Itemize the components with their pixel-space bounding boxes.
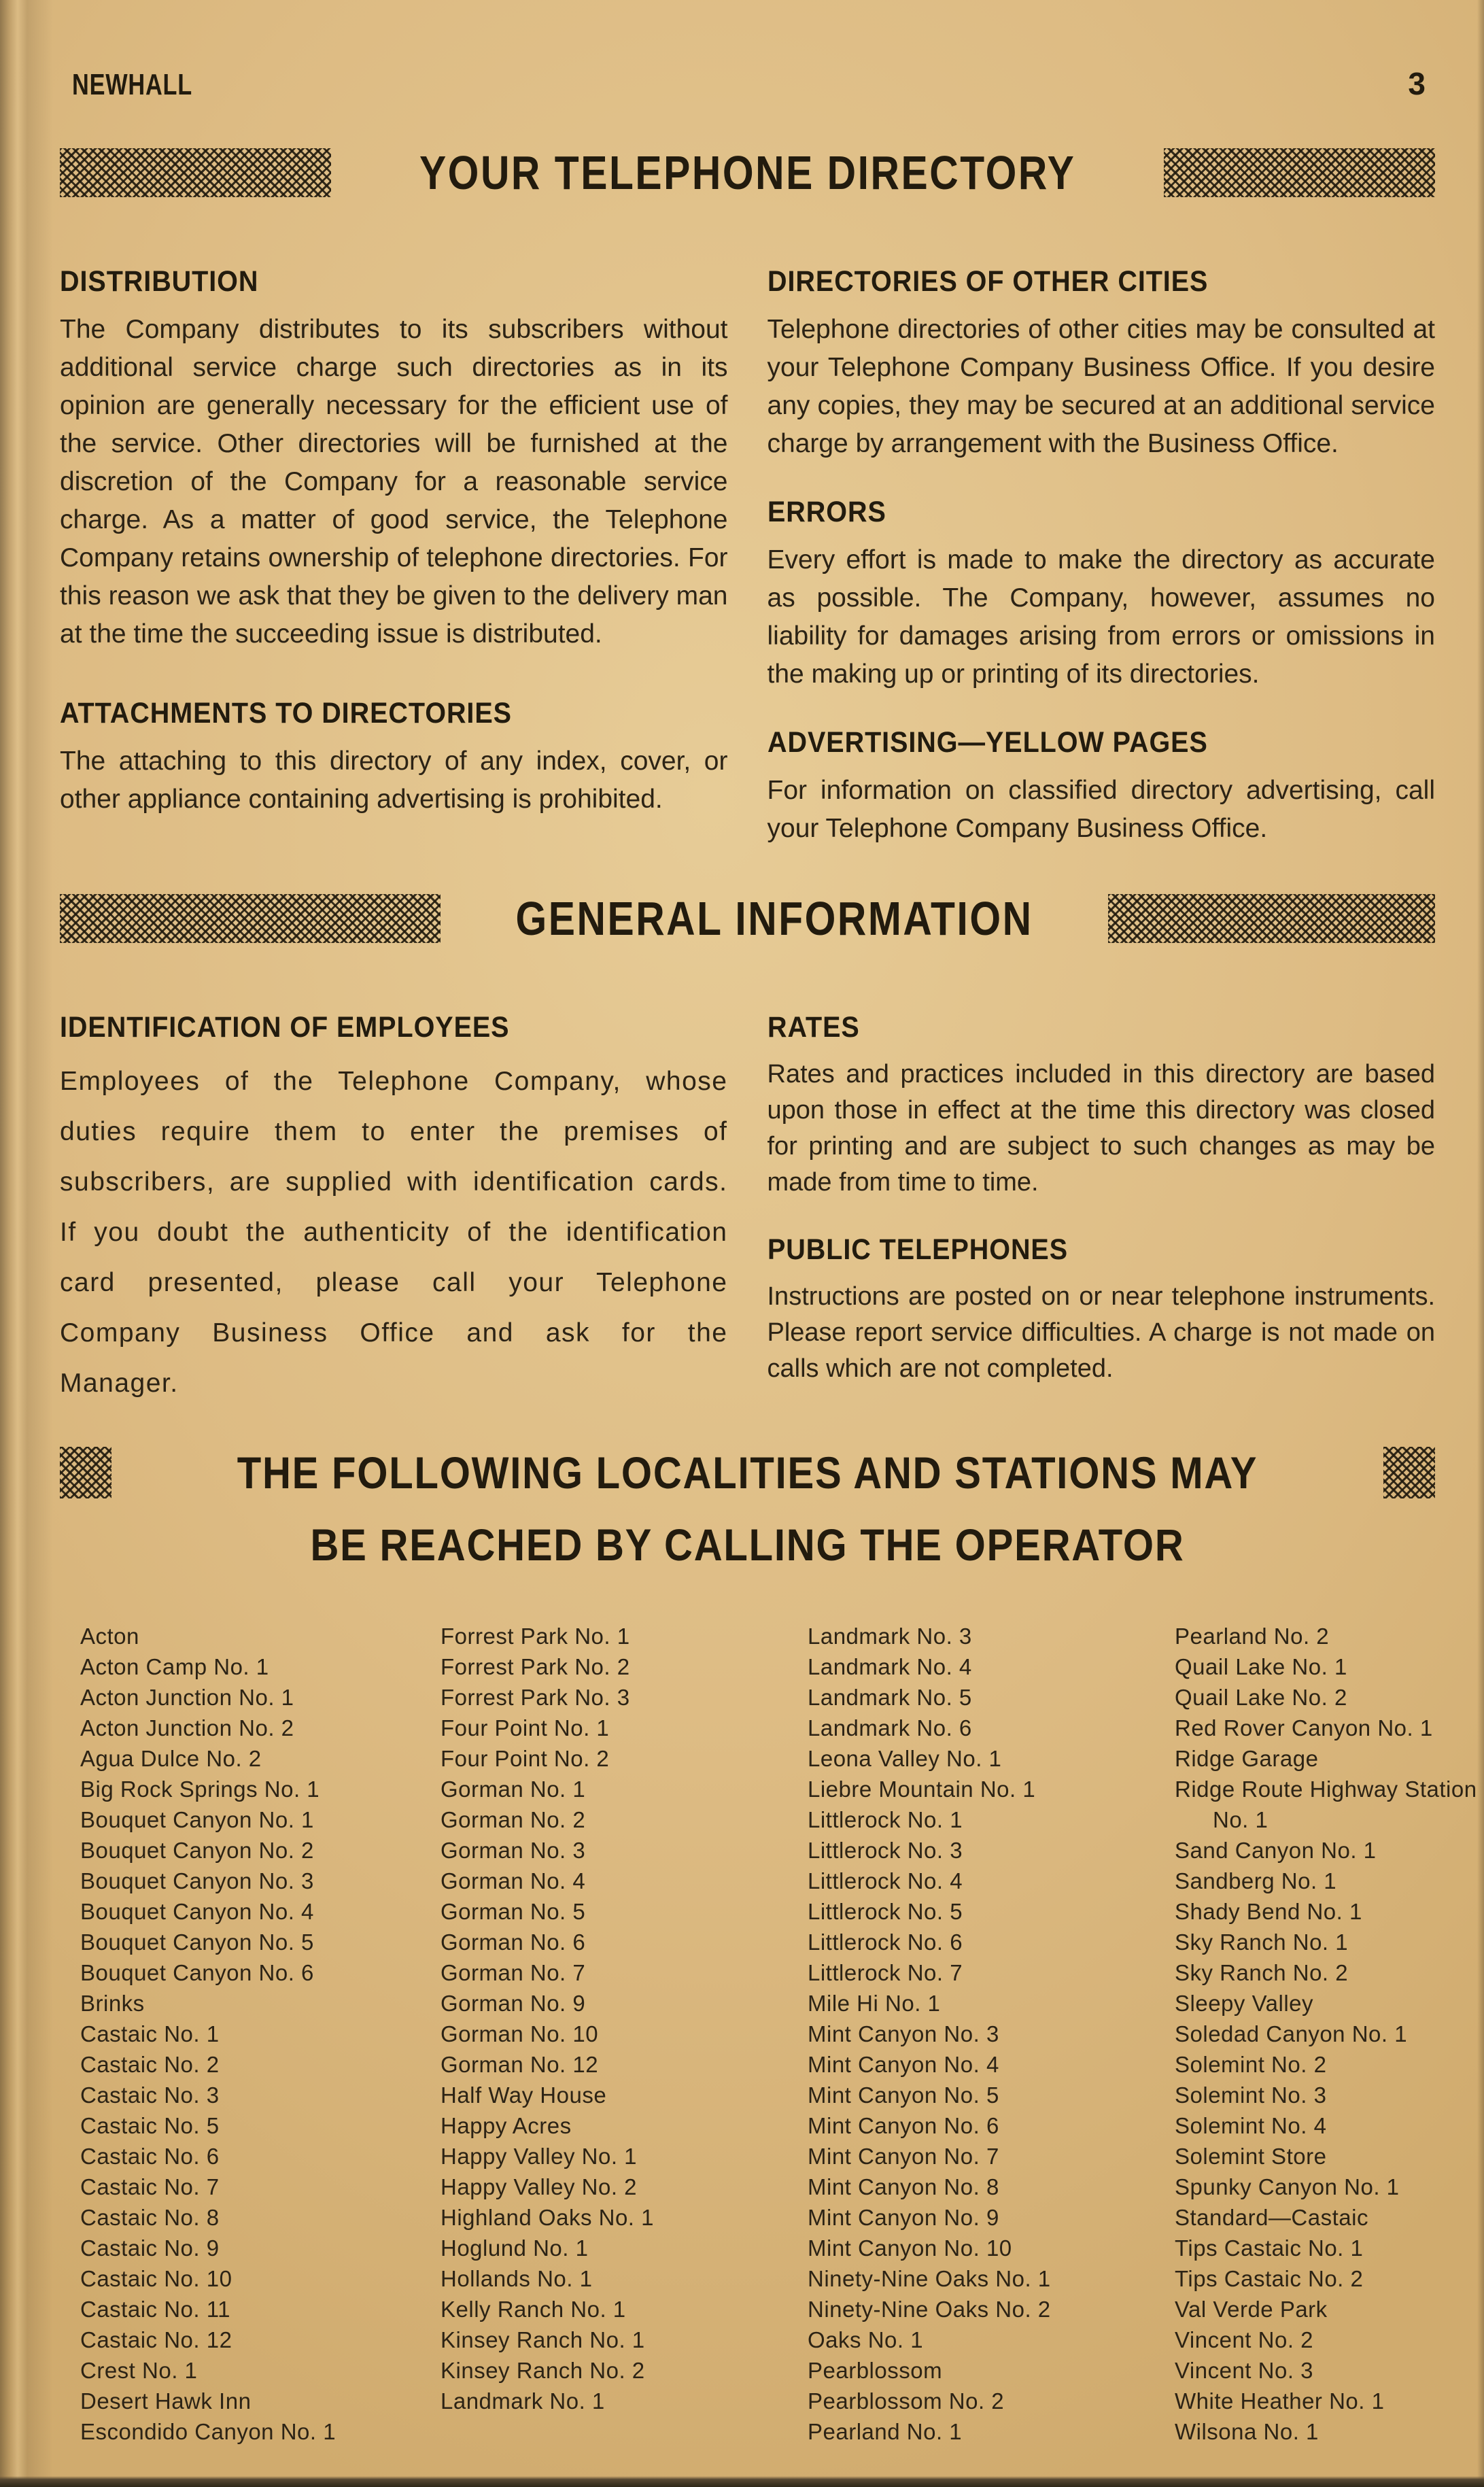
locality-item: Wilsona No. 1 xyxy=(1175,2419,1319,2444)
advertising-heading: ADVERTISING—YELLOW PAGES xyxy=(767,726,1208,759)
hatch-square-right-icon xyxy=(1383,1447,1435,1498)
locality-item: Landmark No. 4 xyxy=(808,1654,972,1679)
locality-item: Bouquet Canyon No. 6 xyxy=(80,1960,314,1985)
identification-heading: IDENTIFICATION OF EMPLOYEES xyxy=(60,1011,510,1044)
locality-item: Mint Canyon No. 4 xyxy=(808,2052,999,2077)
general-info-left-column xyxy=(60,1011,728,1409)
locality-item: Gorman No. 6 xyxy=(441,1929,586,1955)
hatch-square-left-icon xyxy=(60,1447,111,1498)
operator-localities-heading xyxy=(60,1447,1435,1571)
locality-item: Half Way House xyxy=(441,2082,607,2108)
attachments-paragraph: The attaching to this directory of any index, cover, or other appliance containing advertising is prohibited. xyxy=(60,747,728,814)
locality-item: Castaic No. 8 xyxy=(80,2205,220,2230)
locality-item: Kinsey Ranch No. 2 xyxy=(441,2358,645,2383)
locality-item: Highland Oaks No. 1 xyxy=(441,2205,654,2230)
distribution-paragraph: The Company distributes to its subscribers without additional service charge such directories as in its opinion are generally necessary for the efficient use of the service. Other directories will be furnished at the discretion of the Company for a reasonable service charge. As a matter of good service, the Telephone Company retains ownership of telephone directories. For this reason we ask that they be given to the delivery man at the time the succeeding issue is distributed. xyxy=(60,315,728,649)
locality-item: Landmark No. 5 xyxy=(808,1685,972,1710)
locality-item: Littlerock No. 5 xyxy=(808,1899,963,1924)
locality-item: Castaic No. 11 xyxy=(80,2297,230,2322)
locality-item: Mint Canyon No. 10 xyxy=(808,2235,1012,2261)
locality-item: Quail Lake No. 1 xyxy=(1175,1654,1347,1679)
locality-item: Solemint No. 4 xyxy=(1175,2113,1327,2138)
locality-item: Mint Canyon No. 8 xyxy=(808,2174,999,2199)
public-telephones-paragraph: Instructions are posted on or near telephone instruments. Please report service difficulties. A charge is not made on calls which are not completed. xyxy=(767,1282,1435,1383)
locality-item: Desert Hawk Inn xyxy=(80,2388,252,2414)
distribution-heading: DISTRIBUTION xyxy=(60,265,259,298)
locality-item: Four Point No. 1 xyxy=(441,1715,610,1740)
general-information-band xyxy=(60,891,1435,946)
locality-item: Littlerock No. 6 xyxy=(808,1929,963,1955)
locality-item: Pearblossom xyxy=(808,2358,943,2383)
locality-item: Littlerock No. 1 xyxy=(808,1807,963,1832)
locality-item: Solemint No. 2 xyxy=(1175,2052,1327,2077)
locality-item: Castaic No. 5 xyxy=(80,2113,220,2138)
locality-item: Oaks No. 1 xyxy=(808,2327,924,2352)
locality-item: Landmark No. 3 xyxy=(808,1624,972,1649)
locality-item: Castaic No. 9 xyxy=(80,2235,220,2261)
locality-item: Ridge Route Highway Station No. 1 xyxy=(1175,1777,1477,1832)
directory-section-title: YOUR TELEPHONE DIRECTORY xyxy=(419,146,1076,199)
locality-item: Leona Valley No. 1 xyxy=(808,1746,1002,1771)
locality-item: Acton xyxy=(80,1624,139,1649)
locality-item: Big Rock Springs No. 1 xyxy=(80,1777,320,1802)
locality-item: Castaic No. 1 xyxy=(80,2021,220,2046)
attachments-heading: ATTACHMENTS TO DIRECTORIES xyxy=(60,697,512,730)
locality-item: Happy Valley No. 1 xyxy=(441,2144,638,2169)
localities-column-4 xyxy=(1175,1621,1484,2447)
locality-item: Shady Bend No. 1 xyxy=(1175,1899,1362,1924)
running-header xyxy=(60,65,1435,102)
locality-item: Four Point No. 2 xyxy=(441,1746,610,1771)
locality-item: Kelly Ranch No. 1 xyxy=(441,2297,626,2322)
locality-item: Solemint Store xyxy=(1175,2144,1327,2169)
locality-item: Gorman No. 4 xyxy=(441,1868,586,1893)
locality-item: Bouquet Canyon No. 2 xyxy=(80,1838,314,1863)
locality-item: Forrest Park No. 2 xyxy=(441,1654,630,1679)
errors-heading: ERRORS xyxy=(767,496,886,528)
locality-item: Ridge Garage xyxy=(1175,1746,1319,1771)
locality-item: Bouquet Canyon No. 4 xyxy=(80,1899,314,1924)
errors-paragraph: Every effort is made to make the directory as accurate as possible. The Company, however, assumes no liability for damages arising from errors or omissions in the making up or printing of its directories. xyxy=(767,545,1435,689)
directory-info-right-column xyxy=(767,265,1436,848)
locality-item: Pearland No. 1 xyxy=(808,2419,963,2444)
locality-item: Castaic No. 2 xyxy=(80,2052,220,2077)
locality-item: Hollands No. 1 xyxy=(441,2266,593,2291)
locality-item: Escondido Canyon No. 1 xyxy=(80,2419,337,2444)
locality-item: Happy Valley No. 2 xyxy=(441,2174,638,2199)
locality-item: Kinsey Ranch No. 1 xyxy=(441,2327,645,2352)
locality-item: Mint Canyon No. 5 xyxy=(808,2082,999,2108)
locality-item: White Heather No. 1 xyxy=(1175,2388,1385,2414)
locality-item: Mint Canyon No. 9 xyxy=(808,2205,999,2230)
page-bottom-edge xyxy=(0,2476,1484,2487)
general-section-title: GENERAL INFORMATION xyxy=(515,892,1033,945)
hatch-bar-right-icon xyxy=(1164,148,1435,197)
locality-item: Bouquet Canyon No. 1 xyxy=(80,1807,314,1832)
your-telephone-directory-band xyxy=(60,145,1435,200)
locality-item: Gorman No. 10 xyxy=(441,2021,599,2046)
locality-item: Acton Junction No. 1 xyxy=(80,1685,294,1710)
locality-item: Ninety-Nine Oaks No. 1 xyxy=(808,2266,1051,2291)
locality-item: Landmark No. 1 xyxy=(441,2388,605,2414)
locality-item: Sandberg No. 1 xyxy=(1175,1868,1337,1893)
other-cities-paragraph: Telephone directories of other cities may be consulted at your Telephone Company Business Office. If you desire any copies, they may be secured at an additional service charge by arrangement with the Business Office. xyxy=(767,315,1435,458)
other-cities-heading: DIRECTORIES OF OTHER CITIES xyxy=(767,265,1208,298)
locality-item: Littlerock No. 3 xyxy=(808,1838,963,1863)
locality-item: Pearblossom No. 2 xyxy=(808,2388,1005,2414)
locality-item: Castaic No. 10 xyxy=(80,2266,232,2291)
hatch-bar-left-icon xyxy=(60,148,331,197)
locality-item: Acton Junction No. 2 xyxy=(80,1715,294,1740)
locality-item: Gorman No. 5 xyxy=(441,1899,586,1924)
locality-item: Bouquet Canyon No. 5 xyxy=(80,1929,314,1955)
directory-info-columns xyxy=(60,265,1435,848)
locality-item: Tips Castaic No. 2 xyxy=(1175,2266,1364,2291)
localities-column-3 xyxy=(808,1621,1175,2447)
locality-item: Acton Camp No. 1 xyxy=(80,1654,269,1679)
page-number: 3 xyxy=(1408,66,1426,101)
locality-item: Castaic No. 3 xyxy=(80,2082,220,2108)
locality-item: Gorman No. 7 xyxy=(441,1960,586,1985)
locality-item: Sky Ranch No. 2 xyxy=(1175,1960,1349,1985)
advertising-paragraph: For information on classified directory advertising, call your Telephone Company Business Office. xyxy=(767,776,1435,843)
running-head-city: NEWHALL xyxy=(72,68,193,101)
operator-heading-line1 xyxy=(60,1447,1435,1498)
locality-item: Happy Acres xyxy=(441,2113,572,2138)
locality-item: Mint Canyon No. 7 xyxy=(808,2144,999,2169)
localities-column-2 xyxy=(441,1621,808,2447)
locality-item: Mint Canyon No. 3 xyxy=(808,2021,999,2046)
directory-info-left-column xyxy=(60,265,728,848)
general-info-columns xyxy=(60,1011,1435,1409)
locality-item: Mint Canyon No. 6 xyxy=(808,2113,999,2138)
locality-item: Castaic No. 12 xyxy=(80,2327,232,2352)
locality-item: Ninety-Nine Oaks No. 2 xyxy=(808,2297,1051,2322)
operator-heading-line1-text: THE FOLLOWING LOCALITIES AND STATIONS MAY xyxy=(237,1447,1258,1498)
locality-item: Vincent No. 3 xyxy=(1175,2358,1314,2383)
locality-item: Sand Canyon No. 1 xyxy=(1175,1838,1377,1863)
locality-item: Spunky Canyon No. 1 xyxy=(1175,2174,1400,2199)
locality-item: Littlerock No. 4 xyxy=(808,1868,963,1893)
localities-column-1 xyxy=(80,1621,441,2447)
rates-paragraph: Rates and practices included in this directory are based upon those in effect at the time this directory was closed for printing and are subject to such changes as may be made from time to time. xyxy=(767,1060,1435,1197)
locality-item: Castaic No. 6 xyxy=(80,2144,220,2169)
locality-item: Pearland No. 2 xyxy=(1175,1624,1330,1649)
locality-item: Hoglund No. 1 xyxy=(441,2235,589,2261)
identification-paragraph: Employees of the Telephone Company, whose duties require them to enter the premises of subscribers, are supplied with identification cards. If you doubt the authenticity of the identification card presented, please call your Telephone Company Business Office and ask for the Manager. xyxy=(60,1067,728,1398)
rates-heading: RATES xyxy=(767,1011,860,1044)
locality-item: Forrest Park No. 3 xyxy=(441,1685,630,1710)
locality-item: Castaic No. 7 xyxy=(80,2174,220,2199)
locality-item: Val Verde Park xyxy=(1175,2297,1328,2322)
localities-list xyxy=(60,1621,1477,2447)
locality-item: Red Rover Canyon No. 1 xyxy=(1175,1715,1433,1740)
locality-item: Standard—Castaic xyxy=(1175,2205,1368,2230)
locality-item: Liebre Mountain No. 1 xyxy=(808,1777,1036,1802)
locality-item: Gorman No. 9 xyxy=(441,1991,586,2016)
locality-item: Solemint No. 3 xyxy=(1175,2082,1327,2108)
locality-item: Gorman No. 1 xyxy=(441,1777,586,1802)
locality-item: Littlerock No. 7 xyxy=(808,1960,963,1985)
hatch-bar-right-icon xyxy=(1108,894,1435,943)
locality-item: Gorman No. 12 xyxy=(441,2052,599,2077)
general-info-right-column xyxy=(767,1011,1436,1409)
locality-item: Gorman No. 3 xyxy=(441,1838,586,1863)
locality-item: Gorman No. 2 xyxy=(441,1807,586,1832)
locality-item: Quail Lake No. 2 xyxy=(1175,1685,1347,1710)
locality-item: Crest No. 1 xyxy=(80,2358,198,2383)
locality-item: Bouquet Canyon No. 3 xyxy=(80,1868,314,1893)
locality-item: Vincent No. 2 xyxy=(1175,2327,1314,2352)
locality-item: Brinks xyxy=(80,1991,145,2016)
operator-heading-line2-text: BE REACHED BY CALLING THE OPERATOR xyxy=(310,1520,1185,1570)
locality-item: Tips Castaic No. 1 xyxy=(1175,2235,1364,2261)
locality-item: Mile Hi No. 1 xyxy=(808,1991,941,2016)
public-telephones-heading: PUBLIC TELEPHONES xyxy=(767,1233,1068,1266)
hatch-bar-left-icon xyxy=(60,894,441,943)
locality-item: Landmark No. 6 xyxy=(808,1715,972,1740)
locality-item: Sky Ranch No. 1 xyxy=(1175,1929,1349,1955)
locality-item: Forrest Park No. 1 xyxy=(441,1624,630,1649)
locality-item: Sleepy Valley xyxy=(1175,1991,1314,2016)
locality-item: Agua Dulce No. 2 xyxy=(80,1746,262,1771)
locality-item: Soledad Canyon No. 1 xyxy=(1175,2021,1408,2046)
